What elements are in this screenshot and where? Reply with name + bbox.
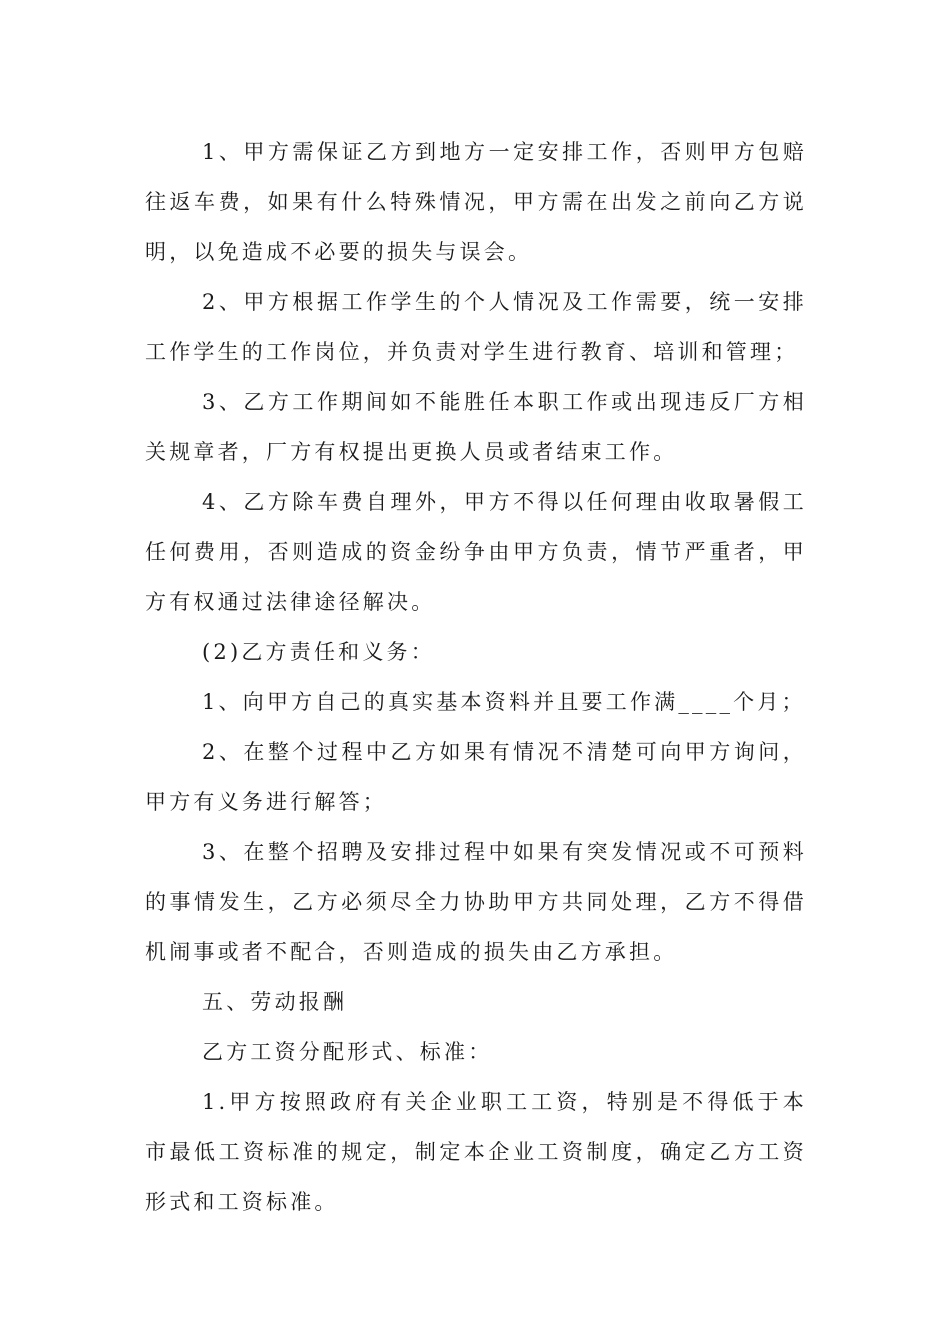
paragraph-employer-assign-positions: 2、甲方根据工作学生的个人情况及工作需要，统一安排工作学生的工作岗位，并负责对学生进行教育、培训和管理；: [145, 290, 807, 364]
section-heading-labor-remuneration: 五、劳动报酬: [202, 990, 348, 1014]
paragraph-replacement-right: 3、乙方工作期间如不能胜任本职工作或出现违反厂方相关规章者，厂方有权提出更换人员或者结束工作。: [145, 390, 807, 464]
document-body: [145, 127, 807, 1227]
section-heading-party-b-duties: (2)乙方责任和义务：: [202, 640, 435, 664]
subheading-wage-form: 乙方工资分配形式、标准：: [202, 1040, 493, 1064]
paragraph-inquiry: 2、在整个过程中乙方如果有情况不清楚可向甲方询问，甲方有义务进行解答；: [145, 740, 807, 814]
paragraph-no-fees: 4、乙方除车费自理外，甲方不得以任何理由收取暑假工任何费用，否则造成的资金纷争由甲方负责，情节严重者，甲方有权通过法律途径解决。: [145, 490, 807, 614]
paragraph-provide-info: 1、向甲方自己的真实基本资料并且要工作满____个月；: [202, 690, 806, 714]
paragraph-wage-standard: 1.甲方按照政府有关企业职工工资，特别是不得低于本市最低工资标准的规定，制定本企业工资制度，确定乙方工资形式和工资标准。: [145, 1090, 807, 1214]
paragraph-employer-guarantee-work: 1、甲方需保证乙方到地方一定安排工作，否则甲方包赔往返车费，如果有什么特殊情况，甲方需在出发之前向乙方说明，以免造成不必要的损失与误会。: [145, 140, 807, 264]
paragraph-emergency-cooperation: 3、在整个招聘及安排过程中如果有突发情况或不可预料的事情发生，乙方必须尽全力协助甲方共同处理，乙方不得借机闹事或者不配合，否则造成的损失由乙方承担。: [145, 840, 807, 964]
